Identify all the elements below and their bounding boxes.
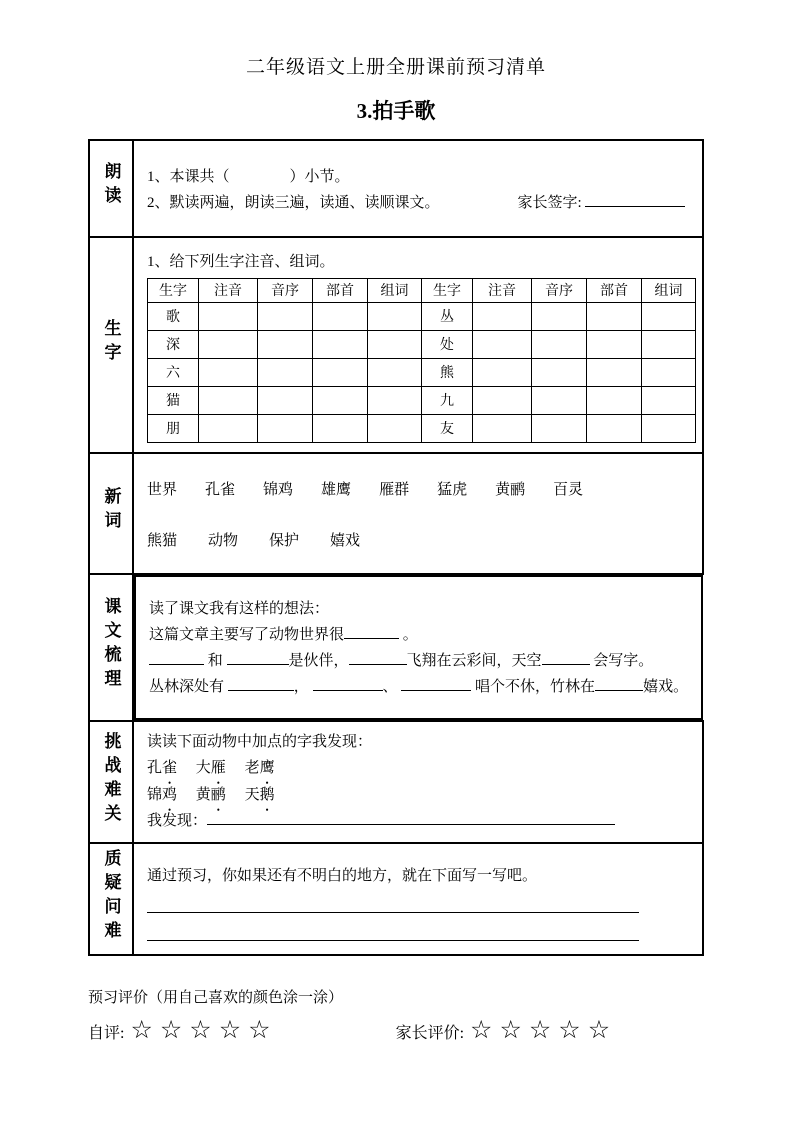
- table-cell: 丛: [422, 302, 473, 330]
- column-header: 组词: [368, 278, 422, 302]
- table-cell: [532, 330, 587, 358]
- column-header: 部首: [587, 278, 642, 302]
- reading-item-1: 1、本课共（ ）小节。: [147, 169, 350, 185]
- word: 孔雀: [205, 481, 236, 498]
- star-icon: ☆: [558, 1015, 581, 1044]
- word-list-line2: [147, 529, 692, 550]
- lesson-title: 3.拍手歌: [356, 99, 436, 123]
- word: 世界: [147, 481, 178, 498]
- table-cell: [258, 358, 313, 386]
- table-cell: [368, 386, 422, 414]
- table-cell: [532, 414, 587, 442]
- text-review-content: [134, 575, 703, 720]
- star-icon: ☆: [470, 1015, 493, 1044]
- table-cell: [532, 386, 587, 414]
- signature-blank: [585, 194, 685, 207]
- table-cell: 友: [422, 414, 473, 442]
- table-cell: [642, 414, 696, 442]
- table-row: [148, 358, 696, 386]
- table-cell: [473, 302, 532, 330]
- table-cell: [313, 414, 368, 442]
- table-cell: [587, 302, 642, 330]
- text-segment: 黄: [195, 787, 211, 803]
- star-icon: ☆: [218, 1015, 242, 1044]
- text-segment: 大: [195, 760, 211, 776]
- word: 保护: [269, 532, 300, 549]
- section-reading: [89, 140, 703, 237]
- column-header: 注音: [473, 278, 532, 302]
- table-cell: [642, 330, 696, 358]
- text-segment: 老: [244, 760, 260, 776]
- self-evaluation: [88, 1015, 278, 1044]
- table-cell: [313, 386, 368, 414]
- column-header: 音序: [532, 278, 587, 302]
- word: 锦鸡: [263, 481, 294, 498]
- table-cell: [642, 358, 696, 386]
- section-new-words: [89, 453, 703, 574]
- table-cell: [473, 330, 532, 358]
- section-challenge: [89, 721, 703, 843]
- fill-blank: [542, 652, 590, 665]
- word: 熊猫: [147, 532, 178, 549]
- table-cell: 猫: [148, 386, 199, 414]
- section-label-new-words: [89, 453, 133, 574]
- text-segment: 。: [402, 626, 418, 643]
- questions-instruction: 通过预习，你如果还有不明白的地方，就在下面写一写吧。: [147, 867, 538, 884]
- animal-word: [245, 755, 275, 782]
- table-cell: [587, 414, 642, 442]
- section-label-challenge: [89, 721, 133, 843]
- animal-word: [245, 782, 275, 809]
- challenge-instruction: 读读下面动物中加点的字我发现：: [147, 734, 373, 750]
- table-cell: 深: [148, 330, 199, 358]
- table-cell: [199, 330, 258, 358]
- column-header: 生字: [148, 278, 199, 302]
- questions-content: [133, 843, 703, 955]
- fill-blank: [228, 678, 294, 691]
- table-cell: 歌: [148, 302, 199, 330]
- column-header: 部首: [313, 278, 368, 302]
- word: 动物: [208, 532, 239, 549]
- text-segment: ，: [293, 678, 309, 695]
- discover-label: 我发现：: [147, 813, 208, 829]
- text-segment: 锦: [147, 787, 163, 803]
- table-cell: [313, 302, 368, 330]
- table-row: [148, 414, 696, 442]
- dotted-character: 雁: [210, 760, 226, 776]
- table-cell: [368, 330, 422, 358]
- worksheet-table: [88, 139, 704, 956]
- text-segment: 是伙伴，: [288, 652, 349, 669]
- parent-stars: [470, 1015, 617, 1044]
- table-cell: [258, 386, 313, 414]
- table-row: [148, 330, 696, 358]
- word: 猛虎: [437, 481, 468, 498]
- table-cell: [199, 386, 258, 414]
- fill-blank: [313, 678, 383, 691]
- fill-blank: [149, 652, 204, 665]
- self-stars: [130, 1015, 277, 1044]
- section-label-reading: [89, 140, 133, 237]
- dotted-character: 雀: [162, 760, 178, 776]
- dotted-character: 鹅: [259, 787, 275, 803]
- animal-word: [196, 782, 226, 809]
- star-icon: ☆: [587, 1015, 611, 1044]
- star-icon: ☆: [189, 1015, 212, 1044]
- star-icon: ☆: [130, 1015, 153, 1044]
- section-label-text-review: [89, 574, 133, 721]
- section-label-characters: [89, 237, 133, 453]
- column-header: 生字: [422, 278, 473, 302]
- table-cell: [199, 414, 258, 442]
- table-cell: [313, 358, 368, 386]
- section-label-text: 质疑问难: [101, 848, 121, 945]
- discover-row: [147, 809, 692, 834]
- column-header: 注音: [199, 278, 258, 302]
- section-label-text: 课文梳理: [101, 597, 121, 693]
- column-header: 音序: [258, 278, 313, 302]
- review-line-1: 读了课文我有这样的想法：: [149, 600, 330, 617]
- table-cell: [368, 414, 422, 442]
- table-cell: [532, 358, 587, 386]
- text-segment: 天: [244, 787, 260, 803]
- table-cell: [199, 302, 258, 330]
- word: 嬉戏: [330, 532, 361, 549]
- text-segment: 会写字。: [593, 652, 654, 669]
- review-line-3: [149, 648, 691, 674]
- table-cell: 六: [148, 358, 199, 386]
- star-icon: ☆: [528, 1015, 552, 1044]
- parent-evaluation-label: 家长评价:: [395, 1025, 465, 1042]
- dotted-character: 鸡: [162, 787, 178, 803]
- table-cell: [199, 358, 258, 386]
- table-cell: [258, 414, 313, 442]
- section-label-questions: [89, 843, 133, 955]
- table-cell: [258, 302, 313, 330]
- text-segment: 这篇文章主要写了动物世界很: [149, 626, 345, 643]
- reading-content: [133, 140, 703, 237]
- table-cell: 朋: [148, 414, 199, 442]
- section-questions: [89, 843, 703, 955]
- section-label-text: 新词: [101, 487, 121, 535]
- table-cell: [313, 330, 368, 358]
- table-cell: [532, 302, 587, 330]
- writing-line: [147, 885, 639, 913]
- animal-word: [147, 755, 177, 782]
- word: 黄鹂: [495, 481, 526, 498]
- fill-blank: [349, 652, 407, 665]
- text-segment: 丛林深处有: [149, 678, 225, 695]
- table-cell: 处: [422, 330, 473, 358]
- dotted-character: 鹰: [259, 760, 275, 776]
- characters-content: [133, 237, 703, 453]
- fill-blank: [344, 626, 399, 639]
- challenge-content: [133, 721, 703, 843]
- parent-evaluation: [396, 1015, 618, 1044]
- star-icon: ☆: [159, 1015, 183, 1044]
- word: 百灵: [553, 481, 584, 498]
- reading-item-2: 2、默读两遍，朗读三遍，读通、读顺课文。: [147, 195, 440, 211]
- table-cell: [258, 330, 313, 358]
- review-line-4: [149, 674, 691, 700]
- animal-words-line1: [147, 755, 692, 782]
- table-cell: [473, 386, 532, 414]
- text-segment: 唱个不休，竹林在: [475, 678, 596, 695]
- animal-word: [147, 782, 177, 809]
- fill-blank: [595, 678, 643, 691]
- parent-signature-label: 家长签字:: [517, 195, 582, 211]
- animal-words-line2: [147, 782, 692, 809]
- section-label-text: 朗读: [101, 162, 121, 210]
- new-words-content: [133, 453, 703, 574]
- text-segment: 孔: [147, 760, 163, 776]
- evaluation-note: 预习评价（用自己喜欢的颜色涂一涂）: [88, 990, 344, 1006]
- section-label-text: 挑战难关: [101, 731, 121, 828]
- animal-word: [196, 755, 226, 782]
- table-row: [148, 302, 696, 330]
- star-icon: ☆: [499, 1015, 522, 1044]
- section-label-text: 生字: [101, 318, 121, 367]
- text-segment: 嬉戏。: [643, 678, 689, 695]
- document-title: 二年级语文上册全册课前预习清单: [245, 57, 546, 78]
- text-segment: 飞翔在云彩间，天空: [406, 652, 542, 669]
- reading-item-2-row: [147, 191, 692, 212]
- table-cell: [587, 330, 642, 358]
- dotted-character: 鹂: [210, 787, 226, 803]
- characters-instruction: 1、给下列生字注音、组词。: [147, 253, 335, 270]
- table-row: [148, 386, 696, 414]
- evaluation-footer: [88, 986, 704, 1044]
- table-cell: [368, 358, 422, 386]
- table-cell: [587, 358, 642, 386]
- table-cell: 九: [422, 386, 473, 414]
- table-cell: [473, 414, 532, 442]
- stars-row: [88, 1015, 704, 1044]
- section-text-review: [89, 574, 703, 721]
- column-header: 组词: [642, 278, 696, 302]
- text-segment: 、: [382, 678, 398, 695]
- writing-line: [147, 913, 639, 941]
- section-characters: [89, 237, 703, 453]
- table-cell: [473, 358, 532, 386]
- table-cell: [642, 302, 696, 330]
- signature-area: [518, 195, 686, 211]
- fill-blank: [401, 678, 471, 691]
- table-cell: [587, 386, 642, 414]
- star-icon: ☆: [248, 1015, 271, 1044]
- self-evaluation-label: 自评:: [88, 1025, 125, 1042]
- word-list-line1: [147, 478, 692, 499]
- table-cell: 熊: [422, 358, 473, 386]
- word: 雁群: [379, 481, 410, 498]
- text-segment: 和: [207, 652, 223, 669]
- characters-table: [147, 278, 696, 443]
- table-cell: [368, 302, 422, 330]
- table-cell: [642, 386, 696, 414]
- fill-blank: [227, 652, 289, 665]
- word: 雄鹰: [321, 481, 352, 498]
- review-line-2: [149, 622, 691, 648]
